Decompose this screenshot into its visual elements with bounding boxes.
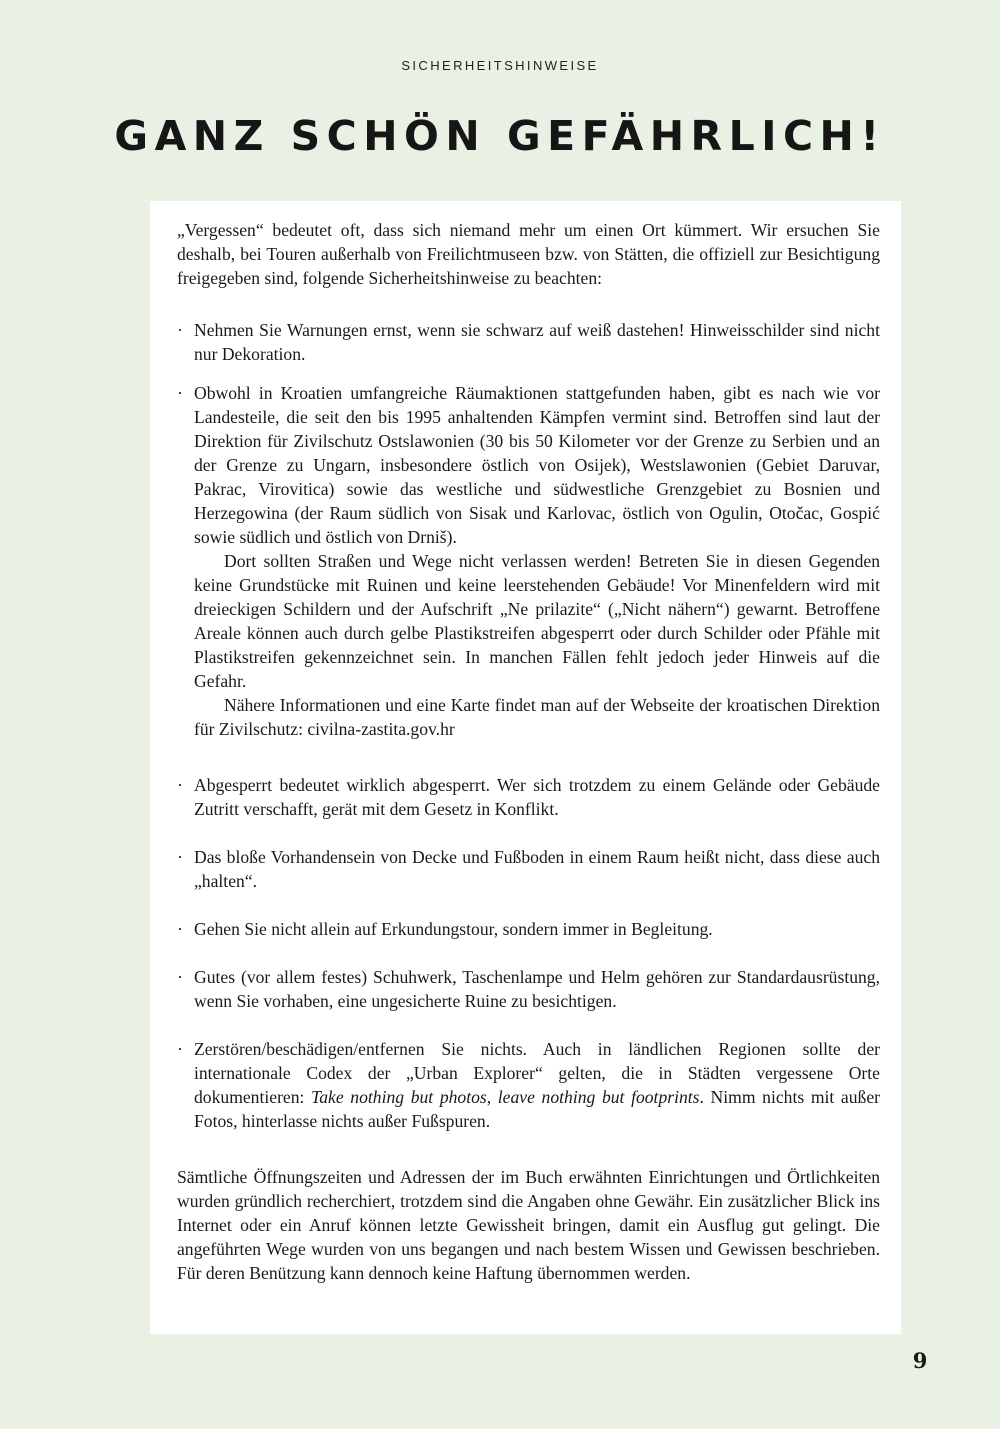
bullet-marker: · (177, 967, 183, 987)
bullet-marker: · (177, 320, 183, 340)
list-item-paragraph: Dort sollten Straßen und Wege nicht verlassen werden! Betreten Sie in diesen Gegenden keine Grundstücke mit Ruinen und keine leerstehenden Gebäude! Vor Minenfeldern wird mit dreieckigen Schildern und der Aufschrift „Ne prilazite“ („Nicht nähern“) gewarnt. Betroffene Areale können auch durch gelbe Plastikstreifen abgesperrt oder durch Schilder oder Pfähle mit Plastikstreifen gekennzeichnet sein. In manchen Fällen fehlt jedoch jeder Hinweis auf die Gefahr. (194, 551, 880, 691)
list-item-text (194, 1037, 880, 1133)
list-item-text: Gehen Sie nicht allein auf Erkundungstour, sondern immer in Begleitung. (194, 919, 713, 939)
text-run: Zerstören/beschädigen/entfernen Sie nichts. Auch in ländlichen Regionen sollte der internationale Codex der „Urban Explorer“ gelten, die in Städten vergessene Orte dokumentieren: (194, 1039, 880, 1107)
bullet-marker: · (177, 919, 183, 939)
list-item (177, 965, 880, 1013)
content-card (150, 201, 901, 1334)
intro-paragraph: „Vergessen“ bedeutet oft, dass sich niemand mehr um einen Ort kümmert. Wir ersuchen Sie deshalb, bei Touren außerhalb von Freilichtmuseen bzw. von Stätten, die offiziell zur Besichtigung freigegeben sind, folgende Sicherheitshinweise zu beachten: (177, 220, 880, 288)
list-item (177, 1037, 880, 1133)
list-item (177, 773, 880, 821)
section-kicker: SICHERHEITSHINWEISE (401, 58, 599, 73)
italic-phrase: Take nothing but photos (311, 1087, 487, 1107)
closing-paragraph: Sämtliche Öffnungszeiten und Adressen der im Buch erwähnten Einrichtungen und Örtlichkeiten wurden gründlich recherchiert, trotzdem sind die Angaben ohne Gewähr. Ein zusätzlicher Blick ins Internet oder ein Anruf können letzte Gewissheit bringen, damit ein Ausflug gut gelingt. Die angeführten Wege wurden von uns begangen und nach bestem Wissen und Gewissen beschrieben. Für deren Benützung kann dennoch keine Haftung übernommen werden. (177, 1167, 880, 1283)
bullet-marker: · (177, 775, 183, 795)
list-item-text: Abgesperrt bedeutet wirklich abgesperrt. Wer sich trotzdem zu einem Gelände oder Gebäude Zutritt verschafft, gerät mit dem Gesetz in Konflikt. (194, 775, 880, 819)
bullet-marker: · (177, 847, 183, 867)
page-title: GANZ SCHÖN GEFÄHRLICH! (114, 112, 886, 160)
list-item (177, 845, 880, 893)
bullet-marker: · (177, 1039, 183, 1059)
list-item (177, 318, 880, 366)
list-item (177, 381, 880, 741)
list-item-text: Gutes (vor allem festes) Schuhwerk, Taschenlampe und Helm gehören zur Standardausrüstung, wenn Sie vorhaben, eine ungesicherte Ruine zu besichtigen. (194, 967, 880, 1011)
list-item-paragraph: Nähere Informationen und eine Karte findet man auf der Webseite der kroatischen Direktion für Zivilschutz: civilna-zastita.gov.hr (194, 695, 880, 739)
italic-phrase: leave nothing but footprints (497, 1087, 700, 1107)
text-run: . Nimm nichts mit außer Fotos, hinterlasse nichts außer Fußspuren. (194, 1087, 881, 1131)
safety-list (177, 318, 880, 1133)
text-run: , (486, 1087, 498, 1107)
list-item-text: Nehmen Sie Warnungen ernst, wenn sie schwarz auf weiß dastehen! Hinweisschilder sind nicht nur Dekoration. (194, 320, 880, 364)
list-item-text: Das bloße Vorhandensein von Decke und Fußboden in einem Raum heißt nicht, dass diese auch „halten“. (194, 847, 880, 891)
list-item (177, 917, 880, 941)
page-number: 9 (912, 1348, 928, 1373)
list-item-text: Obwohl in Kroatien umfangreiche Räumaktionen stattgefunden haben, gibt es nach wie vor Landesteile, die seit den bis 1995 anhaltenden Kämpfen vermint sind. Betroffen sind laut der Direktion für Zivilschutz Ostslawonien (30 bis 50 Kilometer vor der Grenze zu Serbien und an der Grenze zu Ungarn, insbesondere östlich von Osijek), Westslawonien (Gebiet Daruvar, Pakrac, Virovitica) sowie das westliche und südwestliche Grenzgebiet zu Bosnien und Herzegowina (der Raum südlich von Sisak und Karlovac, östlich von Ogulin, Otočac, Gospić sowie südlich und östlich von Drniš). (194, 383, 880, 547)
bullet-marker: · (177, 383, 183, 403)
